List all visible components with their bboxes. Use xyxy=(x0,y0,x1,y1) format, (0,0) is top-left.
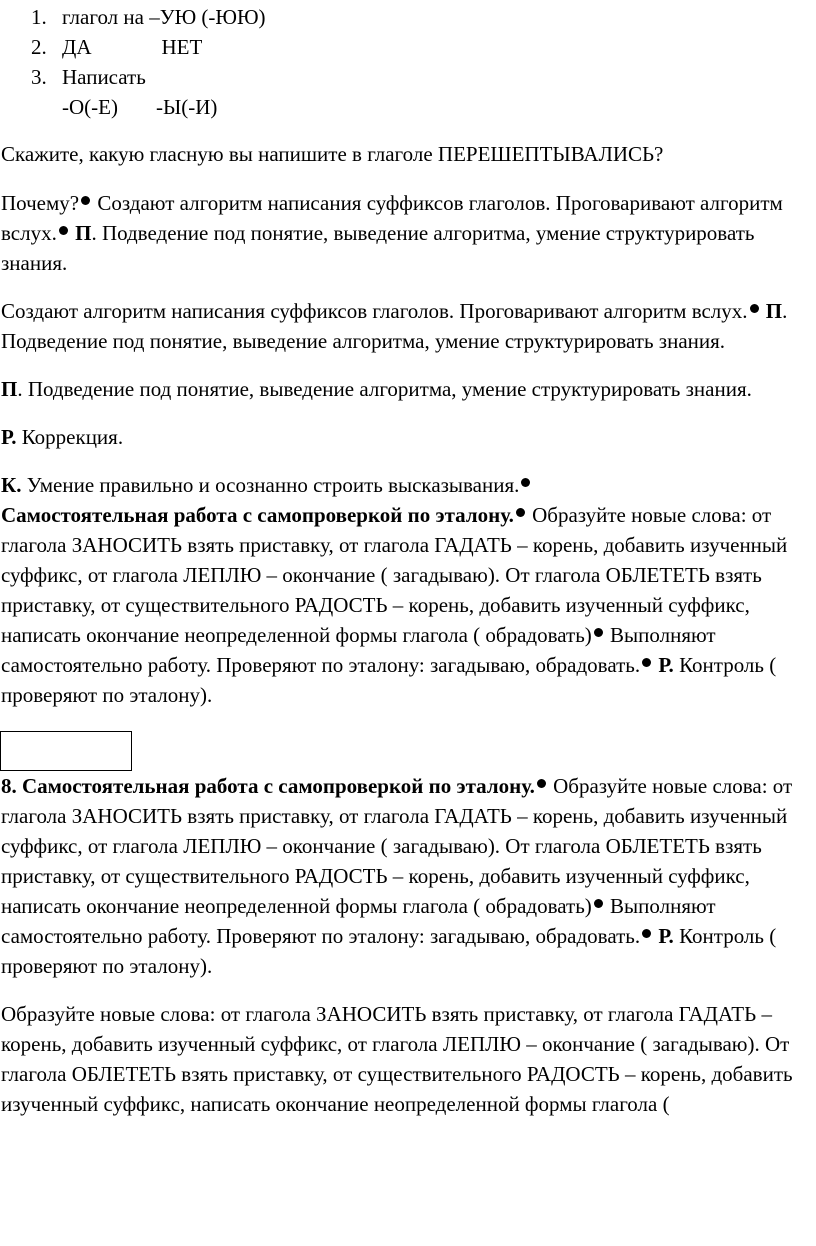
question-paragraph: Скажите, какую гласную вы напишите в глаголе ПЕРЕШЕПТЫВАЛИСЬ? xyxy=(1,142,664,166)
bold-marker: Р. xyxy=(1,425,17,449)
list-item-text: глагол на –УЮ (-ЮЮ) xyxy=(62,5,266,29)
paragraph-text: Образуйте новые слова: от глагола ЗАНОСИТЬ взять приставку, от глагола ГАДАТЬ – корень, добавить изученный суффикс, от глагола ЛЕПЛЮ – окончание ( загадываю). От глагола ОБЛЕТЕТЬ взять приставку, от существительного РАДОСТЬ – корень, добавить изученный суффикс, написать окончание неопределенной формы глагола ( обрадовать) xyxy=(1,774,793,918)
bullet-icon xyxy=(750,304,759,313)
list-item-continuation xyxy=(0,92,811,122)
bullet-icon xyxy=(642,929,651,938)
section-8-paragraph xyxy=(0,771,811,981)
list-item xyxy=(0,2,811,32)
list-item-text: НЕТ xyxy=(161,35,203,59)
bullet-icon xyxy=(537,779,546,788)
bold-marker: П xyxy=(69,221,92,245)
p-paragraph xyxy=(0,374,811,404)
bullet-icon xyxy=(81,196,90,205)
why-paragraph xyxy=(0,188,811,278)
paragraph-text: Создают алгоритм написания суффиксов глаголов. Проговаривают алгоритм вслух. xyxy=(1,191,783,245)
bold-marker: Р. xyxy=(653,653,674,677)
bullet-icon xyxy=(642,658,651,667)
list-item-text: ДА xyxy=(62,35,92,59)
paragraph-text: Создают алгоритм написания суффиксов глаголов. Проговаривают алгоритм вслух. xyxy=(1,299,748,323)
list-item-text: -Ы(-И) xyxy=(155,95,218,119)
paragraph-text: Почему? xyxy=(1,191,80,215)
bullet-icon xyxy=(59,226,68,235)
paragraph-text: . Подведение под понятие, выведение алгоритма, умение структурировать знания. xyxy=(17,377,752,401)
numbered-list xyxy=(0,2,811,122)
bold-marker: К. xyxy=(1,473,22,497)
bold-marker: Р. xyxy=(653,924,674,948)
algorithm-paragraph xyxy=(0,296,811,356)
last-paragraph: Образуйте новые слова: от глагола ЗАНОСИТЬ взять приставку, от глагола ГАДАТЬ – корень, добавить изученный суффикс, от глагола ЛЕПЛЮ – окончание ( загадываю). От глагола ОБЛЕТЕТЬ взять приставку, от существительного РАДОСТЬ – корень, добавить изученный суффикс, написать окончание неопределенной формы глагола ( xyxy=(1,1002,793,1116)
bullet-icon xyxy=(516,508,525,517)
bullet-icon xyxy=(594,899,603,908)
paragraph-text: . Подведение под понятие, выведение алгоритма, умение структурировать знания. xyxy=(1,221,755,275)
paragraph-text: . Подведение под понятие, выведение алгоритма, умение структурировать знания. xyxy=(1,299,788,353)
list-number: 1. xyxy=(31,5,47,29)
list-number: 2. xyxy=(31,35,47,59)
empty-box xyxy=(0,731,132,771)
paragraph-text: Выполняют самостоятельно работу. Проверяют по эталону: загадываю, обрадовать. xyxy=(1,894,716,948)
section-heading: 8. Самостоятельная работа с самопроверкой по эталону. xyxy=(1,774,535,798)
paragraph-text: Коррекция. xyxy=(16,425,124,449)
bold-marker: П xyxy=(760,299,783,323)
paragraph-text: Контроль ( проверяют по эталону). xyxy=(1,653,777,707)
paragraph-text: Выполняют самостоятельно работу. Проверяют по эталону: загадываю, обрадовать. xyxy=(1,623,716,677)
list-item xyxy=(0,32,811,62)
section-heading: Самостоятельная работа с самопроверкой по эталону. xyxy=(1,503,514,527)
paragraph-text: Контроль ( проверяют по эталону). xyxy=(1,924,777,978)
paragraph-text: Образуйте новые слова: от глагола ЗАНОСИТЬ взять приставку, от глагола ГАДАТЬ – корень, добавить изученный суффикс, от глагола ЛЕПЛЮ – окончание ( загадываю). От глагола ОБЛЕТЕТЬ взять приставку, от существительного РАДОСТЬ – корень, добавить изученный суффикс, написать окончание неопределенной формы глагола ( обрадовать) xyxy=(1,503,788,647)
list-number: 3. xyxy=(31,65,47,89)
bold-marker: П xyxy=(1,377,18,401)
paragraph-text: Умение правильно и осознанно строить высказывания. xyxy=(21,473,520,497)
list-item-text: Написать xyxy=(62,65,146,89)
list-item-text: -О(-Е) xyxy=(62,95,118,119)
r-paragraph xyxy=(0,422,811,452)
bullet-icon xyxy=(594,628,603,637)
k-paragraph xyxy=(0,470,811,710)
bullet-icon xyxy=(521,478,530,487)
list-item xyxy=(0,62,811,92)
